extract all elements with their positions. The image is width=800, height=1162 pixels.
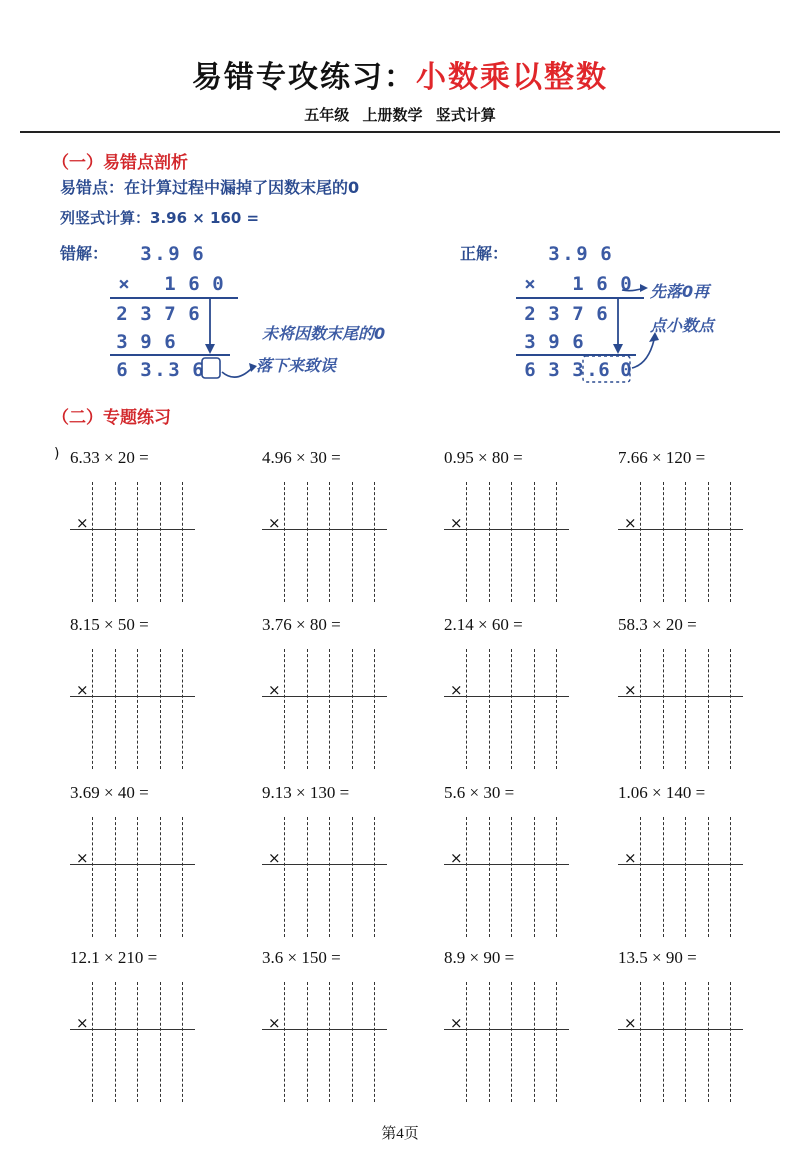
dashed-guide-line [685,482,686,602]
dashed-guide-line [352,649,353,769]
problem-expression: 9.13 × 130 = [262,783,350,802]
dashed-guide-line [640,649,641,769]
dashed-guide-line [556,982,557,1102]
practice-problem [444,783,634,948]
dashed-guide-line [137,982,138,1102]
decimal-point: . [562,243,574,265]
dashed-guide-line [730,482,731,602]
dashed-guide-line [708,982,709,1102]
wrong-solution-label: 错解： [60,244,109,263]
practice-problem [618,948,800,1113]
dashed-guide-line [284,982,285,1102]
dashed-guide-line [708,482,709,602]
drop-arrow-head [613,344,623,354]
dashed-guide-line [489,649,490,769]
decimal-point: . [154,243,166,265]
dashed-guide-line [307,649,308,769]
answer-rule [262,864,387,865]
problem-expression: 3.76 × 80 = [262,615,341,634]
digit: 6 [164,331,176,353]
times-sign: × [118,273,130,295]
dashed-guide-line [556,482,557,602]
answer-rule [444,864,569,865]
practice-problem [618,448,800,613]
practice-problem [262,615,452,780]
dashed-guide-line [663,482,664,602]
dashed-guide-line [466,982,467,1102]
problem-expression: 1.06 × 140 = [618,783,706,802]
dashed-guide-line [534,649,535,769]
dashed-guide-line [374,482,375,602]
practice-problem [444,615,634,780]
correct-note-line1: 先落0再 [650,282,710,301]
problem-expression: 3.69 × 40 = [70,783,149,802]
digit: 3 [572,359,584,381]
dashed-guide-line [115,482,116,602]
dashed-guide-line [685,982,686,1102]
practice-problem [262,783,452,948]
dashed-guide-line [663,817,664,937]
dashed-guide-line [489,982,490,1102]
problem-expression: 12.1 × 210 = [70,948,158,967]
digit: 6 [600,243,612,265]
answer-rule [262,529,387,530]
digit: 2 [524,303,536,325]
times-sign: × [450,1014,463,1032]
dashed-guide-line [640,982,641,1102]
digit: 3 [116,331,128,353]
problem-expression: 3.6 × 150 = [262,948,341,967]
dashed-guide-line [685,649,686,769]
answer-rule [262,1029,387,1030]
dashed-guide-line [640,817,641,937]
digit: 0 [620,359,632,381]
digit: 3 [524,331,536,353]
digit: 7 [572,303,584,325]
digit: 6 [572,331,584,353]
problem-expression: 13.5 × 90 = [618,948,697,967]
dashed-guide-line [307,982,308,1102]
section2-heading: （二）专题练习 [52,408,171,428]
subtitle-book: 上册数学 [362,106,423,124]
digit: 6 [116,359,128,381]
dashed-guide-line [160,649,161,769]
times-sign: × [624,514,637,532]
digit: 3 [548,303,560,325]
correct-solution-label: 正解： [460,244,509,263]
dashed-guide-line [182,982,183,1102]
times-sign: × [76,514,89,532]
answer-rule [618,864,743,865]
times-sign: × [268,849,281,867]
digit: 6 [598,359,610,381]
times-sign: × [624,681,637,699]
wrong-note-line1: 未将因数末尾的0 [262,324,386,343]
digit: 3 [140,303,152,325]
dashed-guide-line [307,817,308,937]
answer-rule [70,529,195,530]
problem-expression: 2.14 × 60 = [444,615,523,634]
boxed-zero-dashed [583,356,630,382]
dashed-guide-line [374,817,375,937]
dashed-guide-line [182,649,183,769]
dashed-guide-line [663,982,664,1102]
dashed-guide-line [352,817,353,937]
dashed-guide-line [115,649,116,769]
practice-problem [262,448,452,613]
digit: 6 [524,359,536,381]
digit: 1 [572,273,584,295]
digit: 0 [212,273,224,295]
dashed-guide-line [160,482,161,602]
dashed-guide-line [307,482,308,602]
digit: 3 [548,359,560,381]
error-point-text: 易错点：在计算过程中漏掉了因数末尾的0 [60,178,360,197]
digit: 6 [596,303,608,325]
dashed-guide-line [730,982,731,1102]
answer-rule [70,696,195,697]
answer-rule [444,1029,569,1030]
correct-annotation-marks [0,0,800,420]
dashed-guide-line [137,482,138,602]
dashed-guide-line [640,482,641,602]
dashed-guide-line [374,649,375,769]
dashed-guide-line [137,817,138,937]
dashed-guide-line [730,649,731,769]
dashed-guide-line [489,482,490,602]
digit: 9 [576,243,588,265]
dashed-guide-line [511,817,512,937]
dashed-guide-line [160,982,161,1102]
dashed-guide-line [137,649,138,769]
practice-problem [618,783,800,948]
dashed-guide-line [730,817,731,937]
dashed-guide-line [329,817,330,937]
times-sign: × [76,1014,89,1032]
dashed-guide-line [511,482,512,602]
answer-rule [70,864,195,865]
dashed-guide-line [556,649,557,769]
dashed-guide-line [708,649,709,769]
dashed-guide-line [685,817,686,937]
correct-note-line2: 点小数点 [650,316,715,335]
dashed-guide-line [663,649,664,769]
problem-marker: ) [54,446,60,462]
dashed-guide-line [352,482,353,602]
dashed-guide-line [534,817,535,937]
practice-problem [444,448,634,613]
dashed-guide-line [511,982,512,1102]
subtitle-grade: 五年级 [304,106,350,124]
dashed-guide-line [92,649,93,769]
practice-problem [70,783,260,948]
problem-expression: 0.95 × 80 = [444,448,523,467]
answer-rule [618,1029,743,1030]
dashed-guide-line [115,982,116,1102]
practice-problem [70,615,260,780]
times-sign: × [450,681,463,699]
problem-expression: 8.15 × 50 = [70,615,149,634]
section1-heading: （一）易错点剖析 [52,153,188,173]
answer-rule [618,529,743,530]
digit: 1 [164,273,176,295]
dashed-guide-line [511,649,512,769]
digit: 6 [188,303,200,325]
digit: 3 [140,359,152,381]
dashed-guide-line [466,817,467,937]
decimal-point: . [586,359,598,381]
dashed-guide-line [374,982,375,1102]
answer-rule [444,529,569,530]
digit: 6 [192,243,204,265]
dashed-guide-line [708,817,709,937]
dashed-guide-line [466,482,467,602]
digit: 6 [596,273,608,295]
answer-rule [444,696,569,697]
digit: 3 [168,359,180,381]
dashed-guide-line [92,982,93,1102]
dashed-guide-line [92,482,93,602]
times-sign: × [76,849,89,867]
answer-rule [70,1029,195,1030]
digit: 3 [548,243,560,265]
dashed-guide-line [182,482,183,602]
times-sign: × [76,681,89,699]
practice-problem [262,948,452,1113]
dashed-guide-line [284,817,285,937]
digit: 0 [620,273,632,295]
dashed-guide-line [284,482,285,602]
times-sign: × [450,514,463,532]
problem-expression: 5.6 × 30 = [444,783,515,802]
dashed-guide-line [466,649,467,769]
problem-expression: 4.96 × 30 = [262,448,341,467]
problem-expression: 58.3 × 20 = [618,615,697,634]
problem-expression: 8.9 × 90 = [444,948,515,967]
digit: 9 [140,331,152,353]
digit: 9 [548,331,560,353]
problem-expression: 6.33 × 20 = [70,448,149,467]
dashed-guide-line [160,817,161,937]
practice-problem [444,948,634,1113]
dashed-guide-line [284,649,285,769]
dashed-guide-line [329,649,330,769]
times-sign: × [268,1014,281,1032]
answer-rule [618,696,743,697]
times-sign: × [268,681,281,699]
digit: 6 [192,359,204,381]
dashed-guide-line [534,982,535,1102]
practice-problem [618,615,800,780]
dashed-guide-line [352,982,353,1102]
practice-problem [70,448,260,613]
vertical-calc-prompt: 列竖式计算：3.96 × 160 = [60,209,260,227]
digit: 7 [164,303,176,325]
dashed-guide-line [115,817,116,937]
curved-arrow-icon [632,340,654,368]
practice-problem [70,948,260,1113]
digit: 6 [188,273,200,295]
title-main: 小数乘以整数 [416,60,608,95]
dashed-guide-line [534,482,535,602]
dashed-guide-line [489,817,490,937]
times-sign: × [624,849,637,867]
wrong-note-line2: 落下来致误 [256,356,337,375]
dashed-guide-line [329,982,330,1102]
answer-rule [262,696,387,697]
times-sign: × [450,849,463,867]
decimal-point: . [154,359,166,381]
digit: 9 [168,243,180,265]
dashed-guide-line [182,817,183,937]
times-sign: × [624,1014,637,1032]
digit: 2 [116,303,128,325]
dashed-guide-line [329,482,330,602]
digit: 3 [140,243,152,265]
title-prefix: 易错专攻练习： [192,60,416,95]
page-number: 第4页 [381,1126,419,1142]
times-sign: × [524,273,536,295]
problem-expression: 7.66 × 120 = [618,448,706,467]
dashed-guide-line [556,817,557,937]
subtitle-topic: 竖式计算 [435,106,496,124]
times-sign: × [268,514,281,532]
dashed-guide-line [92,817,93,937]
